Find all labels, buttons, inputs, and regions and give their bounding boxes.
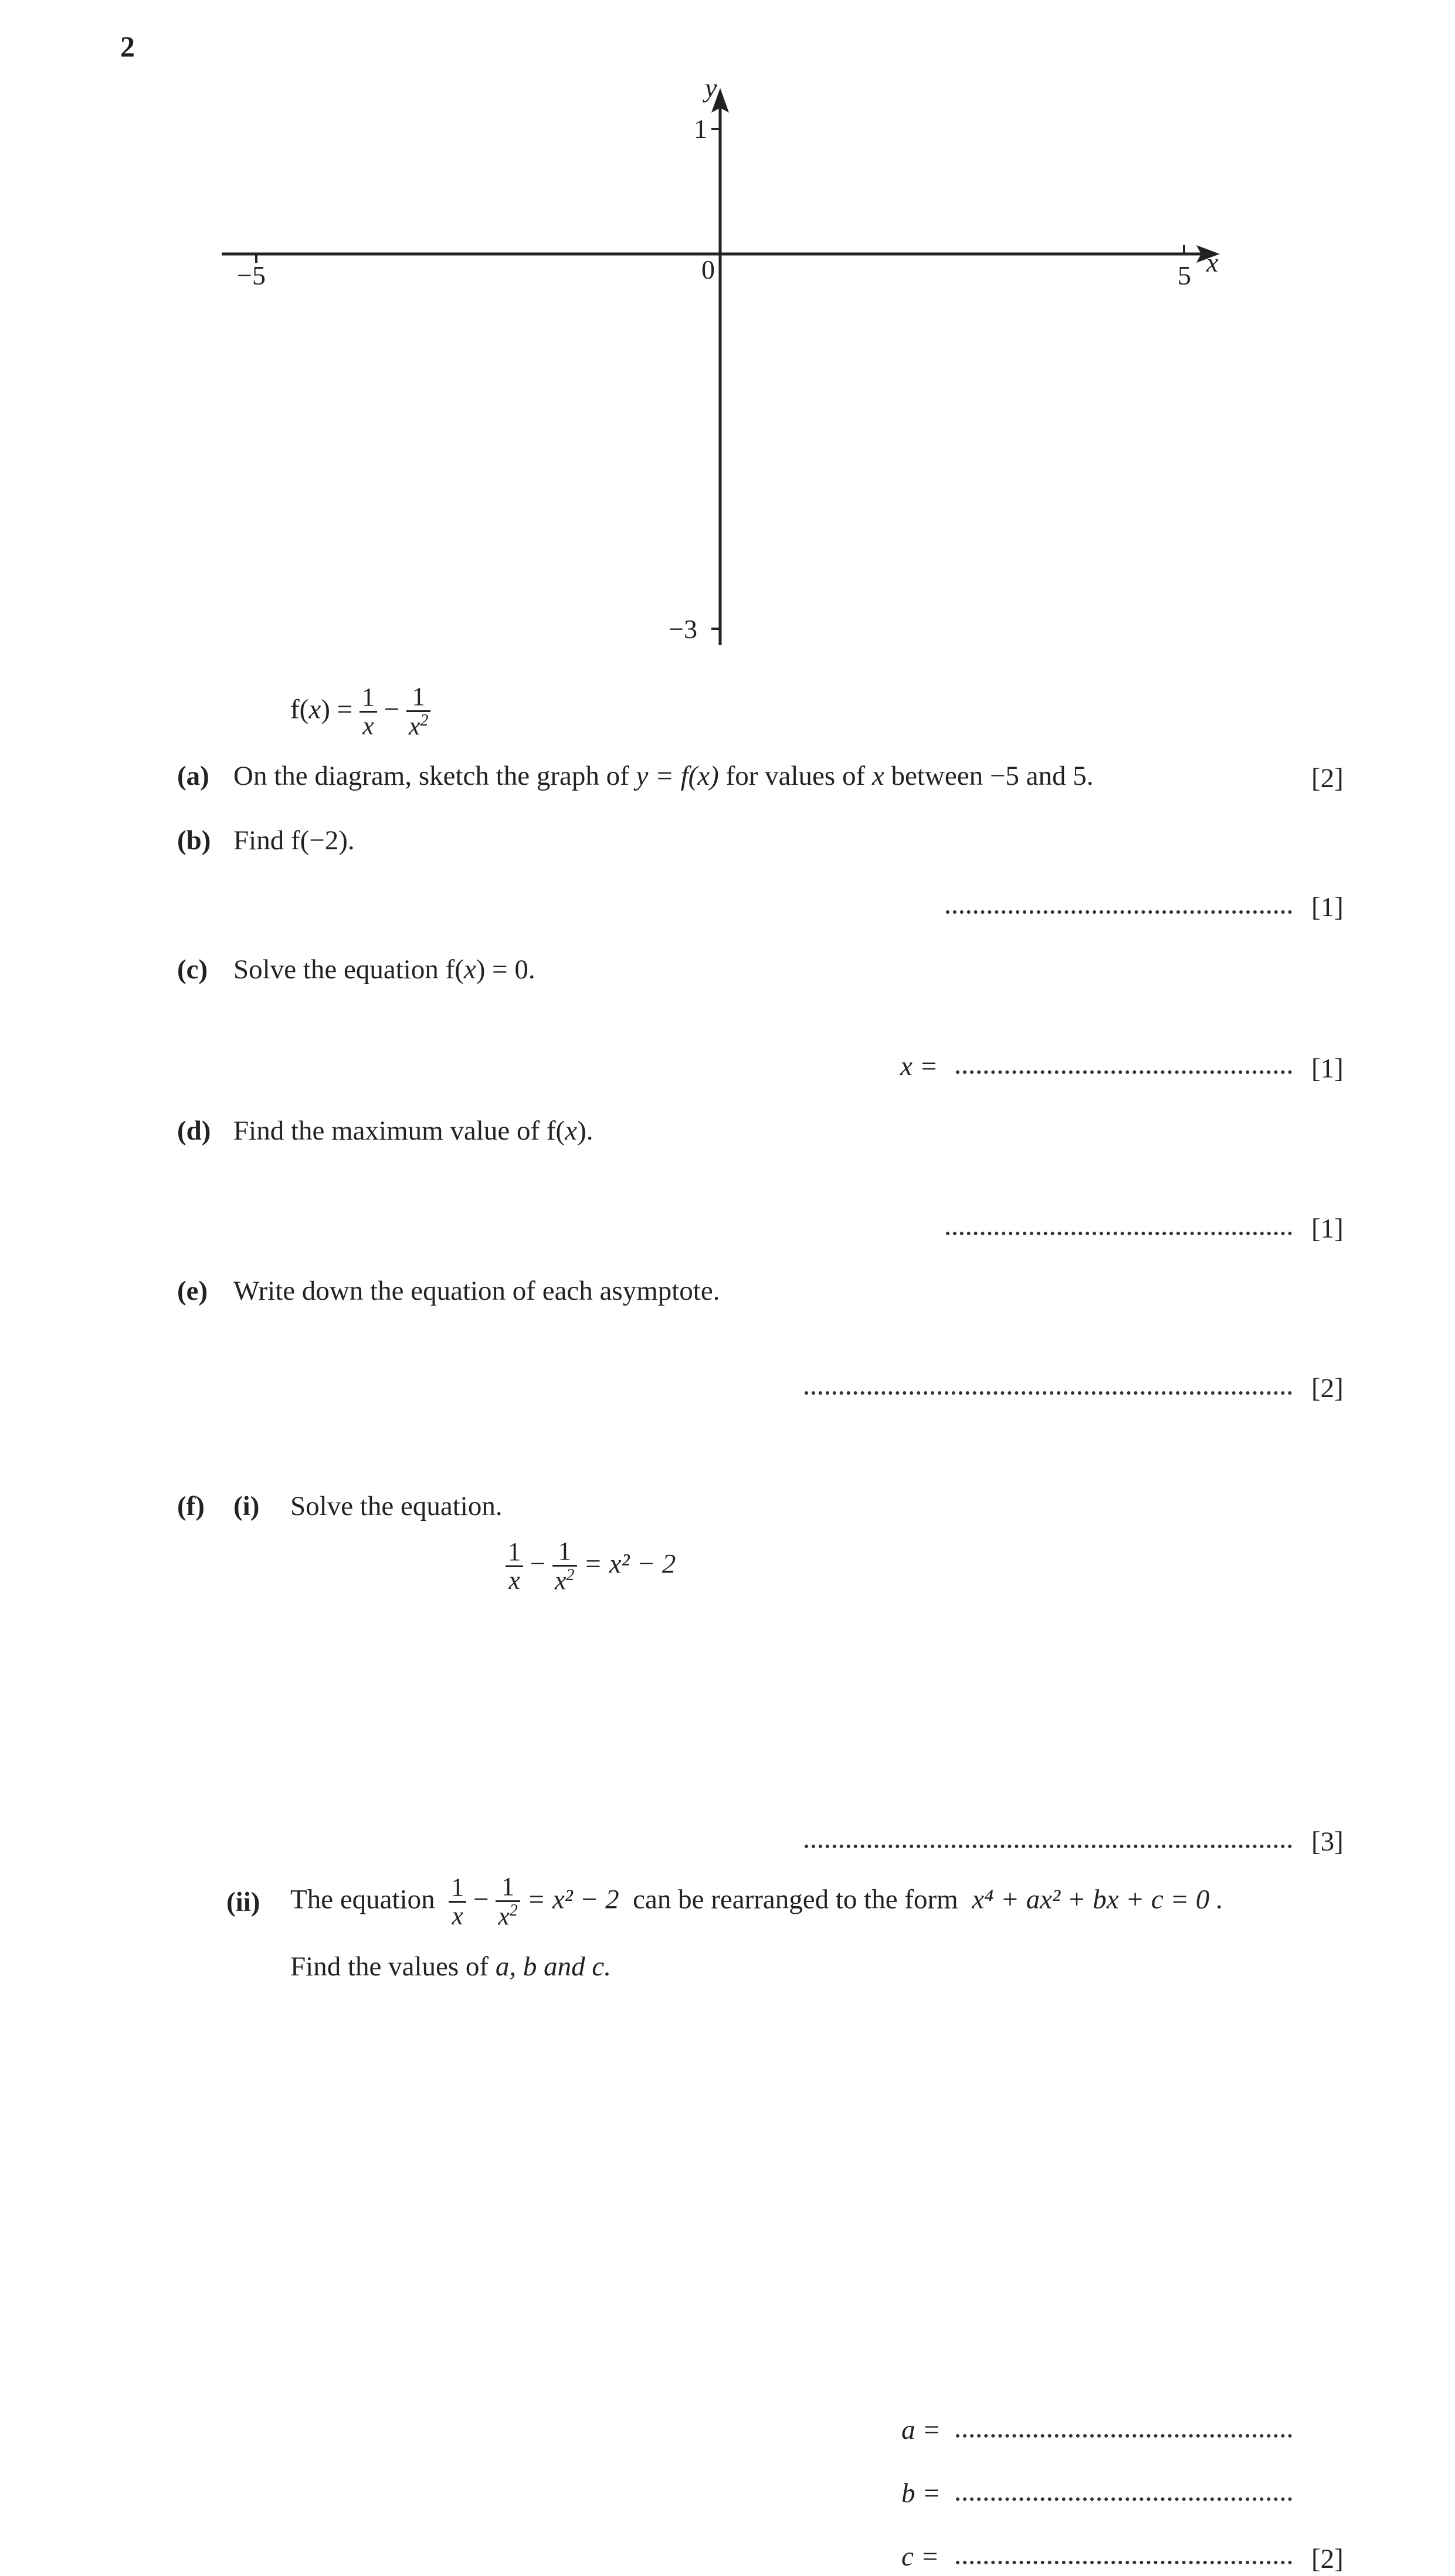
question-d-text: Find the maximum value of f(x). <box>233 1116 593 1146</box>
answer-prefix-b: b = <box>901 2478 941 2509</box>
x-axis-label: x <box>1206 248 1219 277</box>
fn-rhs: ) = <box>321 694 353 725</box>
fraction-1-over-x2: $\frac{1}{x^2}$ <box>552 1538 577 1595</box>
question-b-text: Find f(−2). <box>233 825 355 856</box>
function-definition <box>290 683 430 740</box>
question-f-label: (f) <box>177 1491 205 1521</box>
answer-line-e[interactable] <box>805 1391 1292 1395</box>
y-tick-label-minus3: −3 <box>669 614 697 644</box>
fraction-1-over-x: $\frac{1}{x}$ <box>506 1538 523 1594</box>
answer-line-a[interactable] <box>956 2434 1292 2438</box>
question-a-marks: [2] <box>1311 763 1344 794</box>
question-d-label: (d) <box>177 1116 211 1146</box>
question-e-label: (e) <box>177 1276 208 1306</box>
page-number: 2 <box>120 30 135 63</box>
x-tick-label-5: 5 <box>1178 260 1191 290</box>
answer-line-f-i[interactable] <box>805 1845 1292 1848</box>
question-d-marks: [1] <box>1311 1214 1344 1244</box>
question-a-label: (a) <box>177 761 209 791</box>
answer-prefix-c: x = <box>900 1051 938 1082</box>
question-f-ii-text: The equation $\frac{1}{x}$ − $\frac{1}{x^2}$ = x² − 2 can be rearranged to the form x⁴ + ax² + bx + c = 0 . <box>290 1872 1223 1931</box>
y-tick-label-1: 1 <box>694 114 707 144</box>
question-b-label: (b) <box>177 825 211 856</box>
equation-f-i: $\frac{1}{x}$ − $\frac{1}{x^2}$ = x² − 2 <box>506 1538 676 1595</box>
question-e-marks: [2] <box>1311 1373 1344 1404</box>
answer-line-c[interactable] <box>956 1070 1292 1074</box>
fn-minus: − <box>384 694 400 725</box>
fraction-1-over-x2: $\frac{1}{x^2}$ <box>406 683 431 740</box>
question-f-ii-label: (ii) <box>226 1887 260 1917</box>
fraction-1-over-x: $\frac{1}{x}$ <box>359 684 377 740</box>
question-f-i-label: (i) <box>233 1491 260 1521</box>
question-e-text: Write down the equation of each asymptote. <box>233 1276 720 1306</box>
answer-prefix-c-value: c = <box>901 2541 940 2572</box>
answer-line-c-value[interactable] <box>956 2561 1292 2564</box>
question-f-i-marks: [3] <box>1311 1826 1344 1857</box>
answer-line-b[interactable] <box>946 910 1292 914</box>
x-tick-label-minus5: −5 <box>237 260 266 290</box>
question-a-text: On the diagram, sketch the graph of y = f(x) for values of x between −5 and 5. <box>233 761 1094 791</box>
answer-line-b-value[interactable] <box>956 2497 1292 2501</box>
question-f-i-text: Solve the equation. <box>290 1491 503 1521</box>
fn-var: x <box>308 694 321 725</box>
equation-f-i-rhs: = x² − 2 <box>584 1548 676 1580</box>
question-f-ii-marks: [2] <box>1311 2544 1344 2574</box>
origin-label: 0 <box>701 255 715 284</box>
fraction-1-over-x2: $\frac{1}{x^2}$ <box>496 1873 520 1930</box>
question-c-marks: [1] <box>1311 1053 1344 1084</box>
question-c-text: Solve the equation f(x) = 0. <box>233 954 535 985</box>
fraction-1-over-x: $\frac{1}{x}$ <box>449 1874 466 1930</box>
question-c-label: (c) <box>177 954 208 985</box>
answer-line-d[interactable] <box>946 1232 1292 1235</box>
y-axis-label: y <box>705 73 717 103</box>
answer-prefix-a: a = <box>901 2415 941 2445</box>
fn-lhs: f( <box>290 694 309 725</box>
question-f-ii-instruction: Find the values of a, b and c. <box>290 1951 611 1982</box>
question-b-marks: [1] <box>1311 892 1344 923</box>
axes-diagram <box>0 0 1455 657</box>
